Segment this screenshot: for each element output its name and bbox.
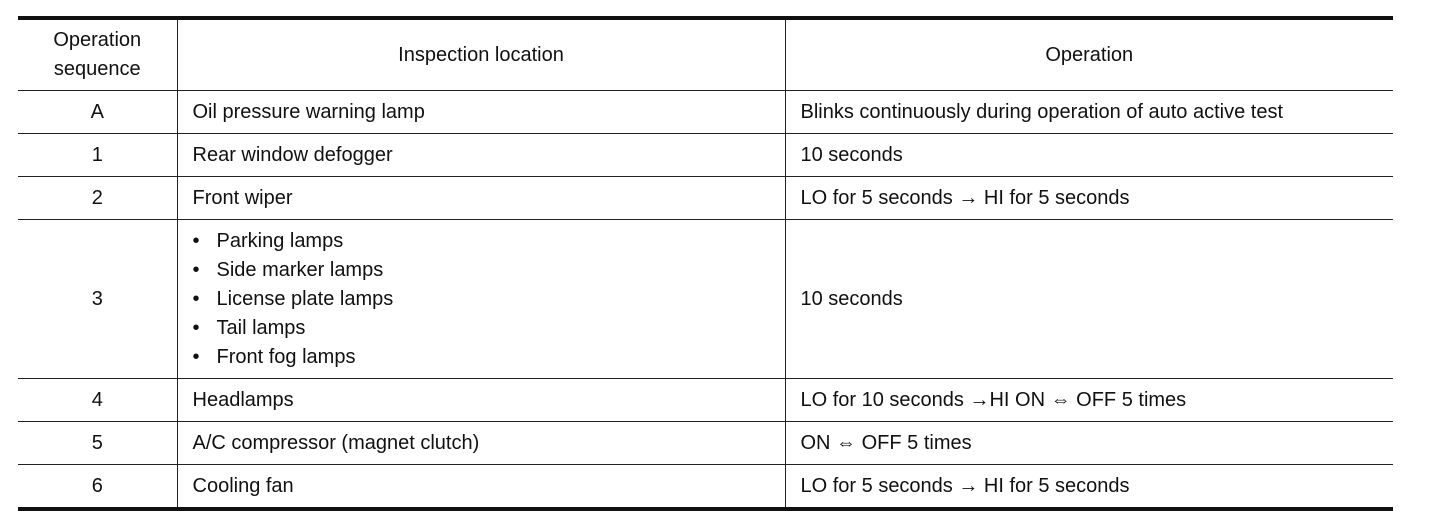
list-item-label: Side marker lamps: [216, 258, 384, 281]
list-item-label: Parking lamps: [216, 229, 344, 252]
operation-cell: Blinks continuously during operation of auto active test: [785, 91, 1393, 134]
list-item: [193, 343, 785, 372]
header-sequence-line1: Operation: [53, 29, 142, 51]
header-inspection-location: Inspection location: [177, 18, 785, 91]
sequence-cell: 1: [18, 134, 177, 177]
location-cell: Oil pressure warning lamp: [177, 91, 785, 134]
header-operation-sequence: [18, 18, 177, 91]
table-row: [18, 177, 1393, 220]
sequence-cell: 6: [18, 465, 177, 510]
operation-table-container: [18, 16, 1393, 511]
bullet-icon: •: [192, 345, 200, 368]
bullet-icon: •: [192, 287, 200, 310]
list-item: [193, 285, 785, 314]
location-cell: Cooling fan: [177, 465, 785, 510]
location-cell: Rear window defogger: [177, 134, 785, 177]
sequence-cell: 3: [18, 220, 177, 379]
location-cell: [177, 220, 785, 379]
list-item: [193, 314, 785, 343]
sequence-cell: 2: [18, 177, 177, 220]
operation-cell: LO for 10 seconds →HI ON ⇔ OFF 5 times: [785, 379, 1393, 422]
bullet-icon: •: [192, 316, 200, 339]
header-sequence-line2: sequence: [53, 58, 141, 80]
table-row: [18, 422, 1393, 465]
list-item-label: License plate lamps: [216, 287, 394, 310]
bullet-icon: •: [192, 258, 200, 281]
table-row: [18, 220, 1393, 379]
active-test-table: [18, 16, 1393, 511]
header-operation: Operation: [785, 18, 1393, 91]
operation-cell: ON ⇔ OFF 5 times: [785, 422, 1393, 465]
sequence-cell: 4: [18, 379, 177, 422]
location-cell: A/C compressor (magnet clutch): [177, 422, 785, 465]
operation-cell: 10 seconds: [785, 134, 1393, 177]
list-item: [193, 227, 785, 256]
operation-cell: 10 seconds: [785, 220, 1393, 379]
table-row: [18, 379, 1393, 422]
sequence-cell: A: [18, 91, 177, 134]
list-item: [193, 256, 785, 285]
sequence-cell: 5: [18, 422, 177, 465]
location-cell: Front wiper: [177, 177, 785, 220]
location-cell: Headlamps: [177, 379, 785, 422]
list-item-label: Tail lamps: [216, 316, 306, 339]
bullet-icon: •: [192, 229, 200, 252]
table-row: [18, 134, 1393, 177]
operation-cell: LO for 5 seconds → HI for 5 seconds: [785, 177, 1393, 220]
list-item-label: Front fog lamps: [216, 345, 356, 368]
operation-cell: LO for 5 seconds → HI for 5 seconds: [785, 465, 1393, 510]
table-row: [18, 91, 1393, 134]
table-row: [18, 465, 1393, 510]
table-header-row: [18, 18, 1393, 91]
lamp-list: [193, 227, 785, 372]
